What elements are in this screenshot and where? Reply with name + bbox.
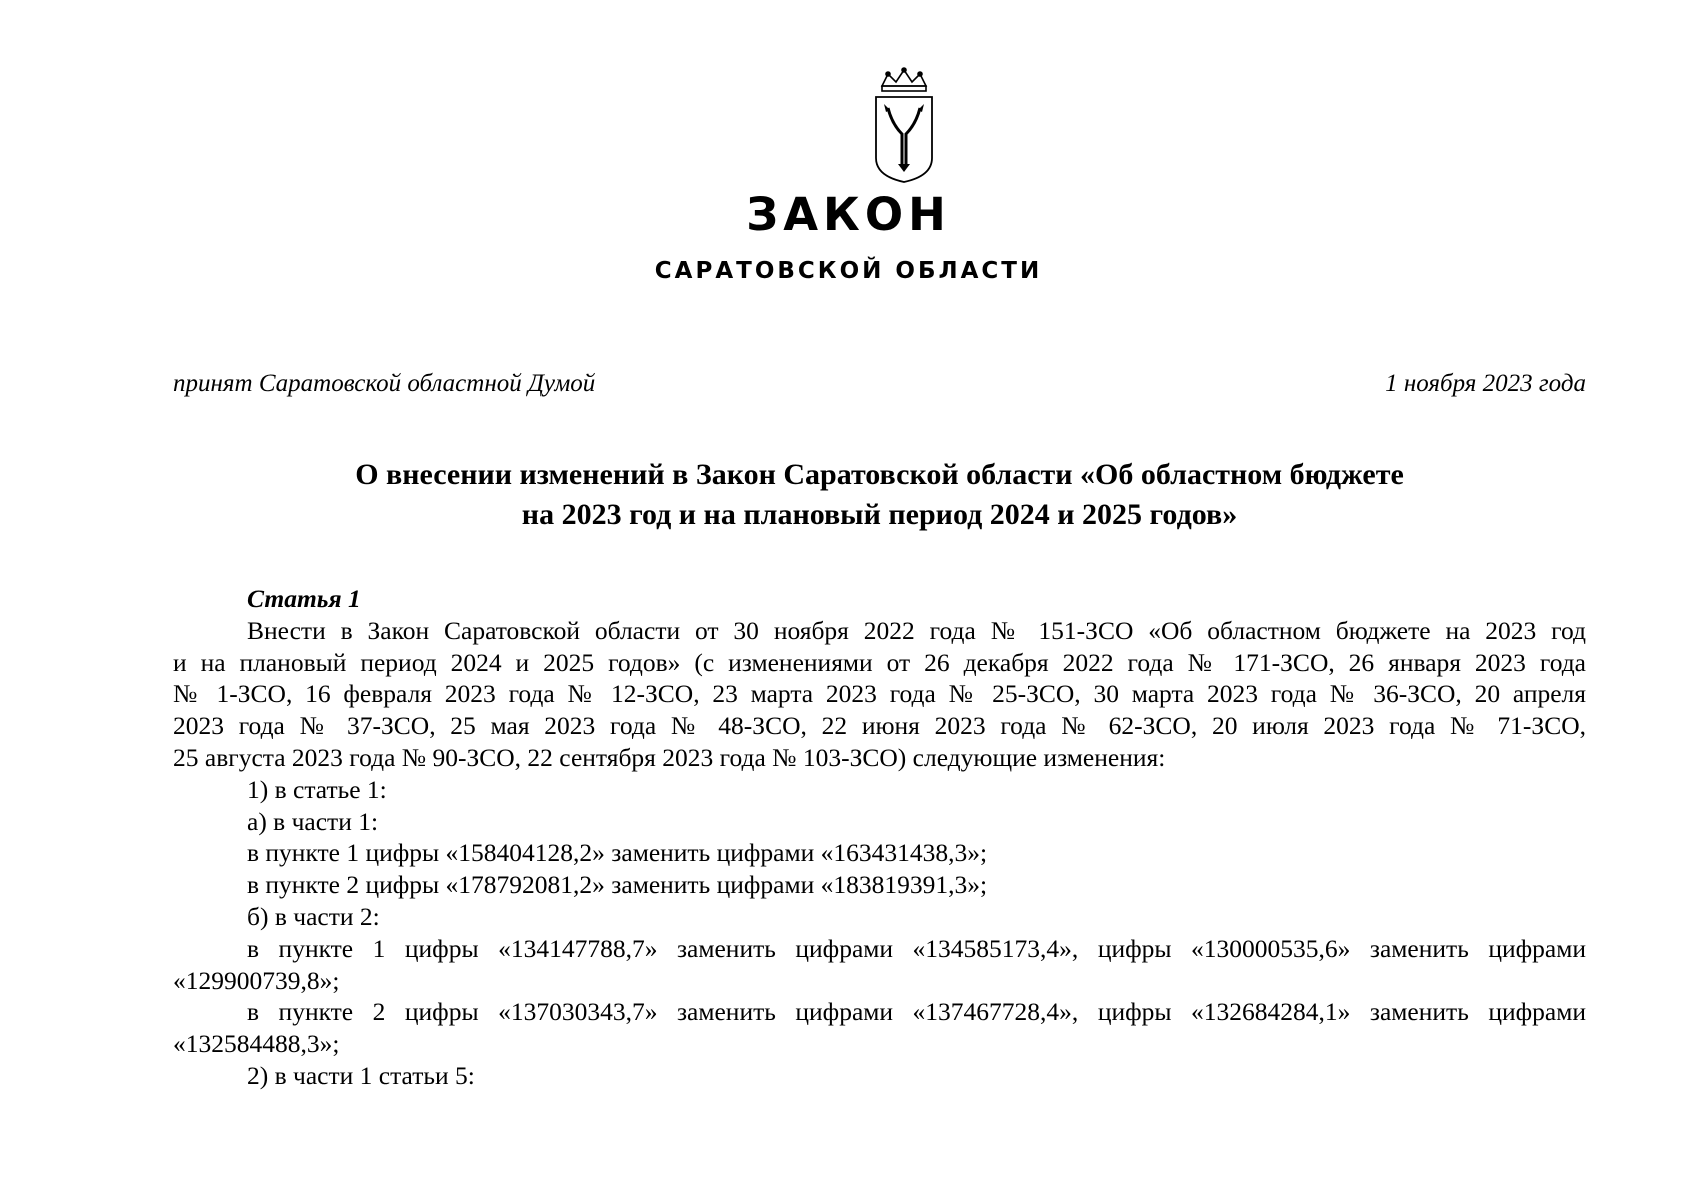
paragraph-line: и на плановый период 2024 и 2025 годов» (с изменениями от 26 декабря 2022 года № 171-ЗСО, 26 января 2023 года [173,647,1586,677]
adoption-line [173,368,1586,400]
list-item: в пункте 1 цифры «158404128,2» заменить цифрами «163431438,3»; [247,838,988,868]
list-item: 1) в статье 1: [247,774,387,804]
list-item: в пункте 1 цифры «134147788,7» заменить цифрами «134585173,4», цифры «130000535,6» заменить цифрами [247,933,1586,963]
list-item-continuation: «129900739,8»; [173,965,340,995]
article-body [173,583,1586,1092]
paragraph-line: № 1-ЗСО, 16 февраля 2023 года № 12-ЗСО, 23 марта 2023 года № 25-ЗСО, 30 марта 2023 года № 36-ЗСО, 20 апреля [173,679,1586,709]
list-item: б) в части 2: [247,901,380,931]
region-subtitle: САРАТОВСКОЙ ОБЛАСТИ [654,258,1043,284]
document-title [173,455,1586,535]
list-item-continuation: «132584488,3»; [173,1029,340,1059]
paragraph-line: Внести в Закон Саратовской области от 30 ноября 2022 года № 151-ЗСО «Об областном бюджете на 2023 год [247,615,1586,645]
document-title-line: О внесении изменений в Закон Саратовской области «Об областном бюджете [355,458,1404,491]
list-item: а) в части 1: [247,806,379,836]
adopted-by: принят Саратовской областной Думой [173,370,596,397]
paragraph-line: 25 августа 2023 года № 90-ЗСО, 22 сентября 2023 года № 103-ЗСО) следующие изменения: [173,742,1166,772]
article-heading: Статья 1 [247,584,361,613]
document-title-line: на 2023 год и на плановый период 2024 и 2025 годов» [521,498,1238,531]
paragraph-line: 2023 года № 37-ЗСО, 25 мая 2023 года № 48-ЗСО, 22 июня 2023 года № 62-ЗСО, 20 июля 2023 года № 71-ЗСО, [173,711,1586,741]
list-item: в пункте 2 цифры «178792081,2» заменить цифрами «183819391,3»; [247,870,988,900]
list-item: в пункте 2 цифры «137030343,7» заменить цифрами «137467728,4», цифры «132684284,1» заменить цифрами [247,997,1586,1027]
law-title: ЗАКОН [746,188,951,241]
adoption-date: 1 ноября 2023 года [1385,370,1586,397]
list-item: 2) в части 1 статьи 5: [247,1060,475,1090]
coat-of-arms-icon [868,66,940,184]
